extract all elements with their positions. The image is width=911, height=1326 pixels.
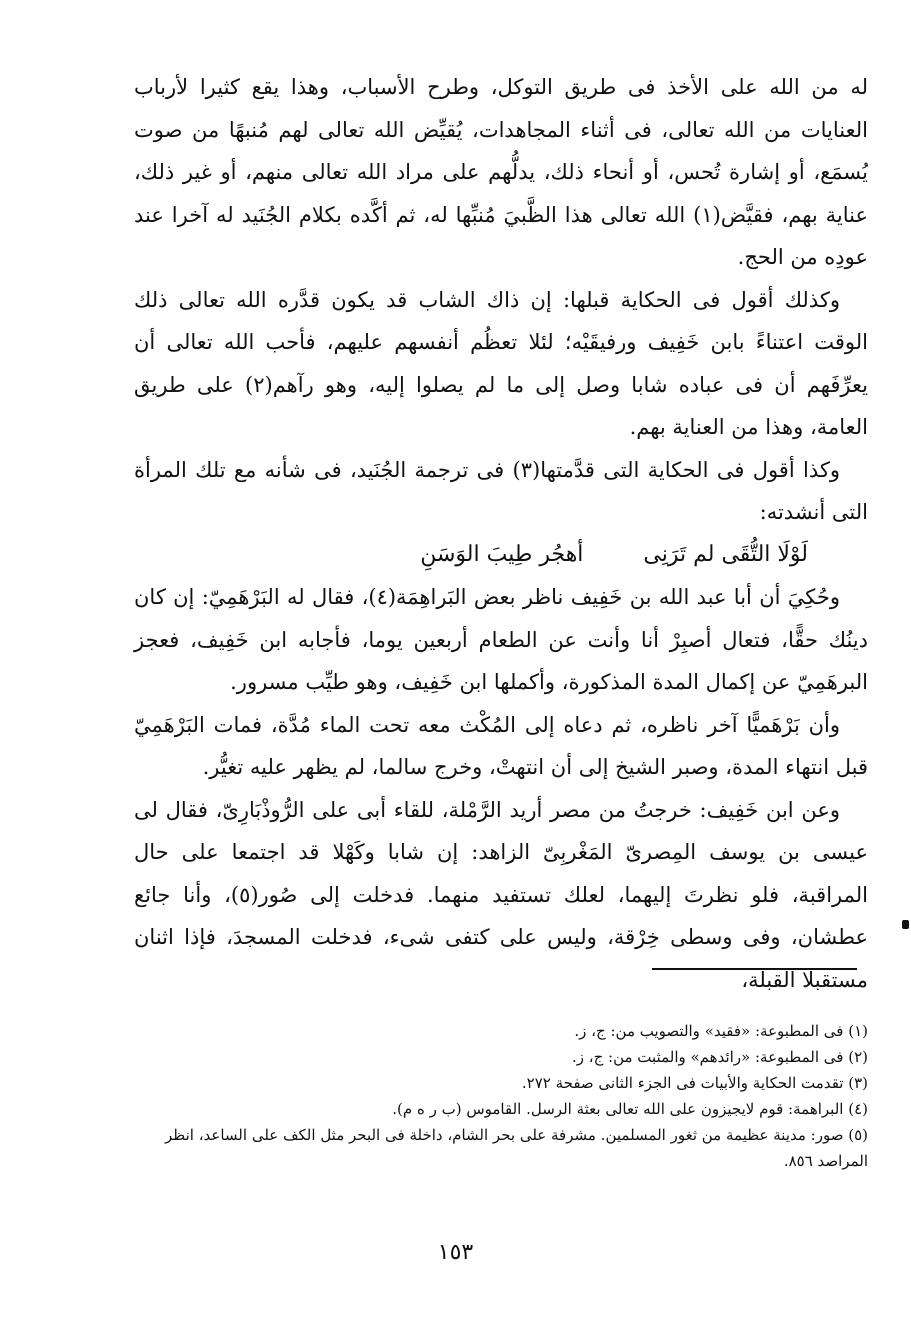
paragraph-3: وكذا أقول فى الحكاية التى قدَّمتها(٣) فى ترجمة الجُنَيد، فى شأنه مع تلك المرأة التى أنشدته:	[134, 457, 868, 524]
paragraph-6: وعن ابن خَفِيف: خرجتُ من مصر أريد الرَّمْلة، للقاء أبى على الرُّوذْبَارِىّ، فقال لى عيسى بن يوسف المِصرىّ المَغْربِىّ الزاهد: إن شابا وكَهْلا قد اجتمعا على حال المراقبة، فلو نظرتَ إليهما، لعلك تستفيد منهما. فدخلت إلى صُور(٥)، وأنا جائع عطشان، وفى وسطى خِرْقة، وليس على كتفى شىء، فدخلت المسجدَ، فإذا اثنان مستقبلا القبلة،	[134, 797, 868, 992]
footnote-separator	[652, 968, 857, 970]
verse-second-hemistich: أهجُر طِيبَ الوَسَنِ	[420, 541, 584, 567]
margin-mark	[902, 920, 909, 929]
footnote-3: (٣) تقدمت الحكاية والأبيات فى الجزء الثانى صفحة ٢٧٢.	[521, 1074, 868, 1092]
page-number: ١٥٣	[437, 1240, 474, 1265]
paragraph-4: وحُكِيَ أن أبا عبد الله بن خَفِيف ناظر بعض البَراهِمَة(٤)، فقال له البَرْهَمِيّ: إن كان دينُك حقًّا، فتعال أصبِرْ أنا وأنت عن الطعام أربعين يوما، فأجابه ابن خَفِيف، فعجز البرهَمِيّ عن إكمال المدة المذكورة، وأكملها ابن خَفِيف، وهو طيِّب مسرور.	[134, 585, 868, 694]
paragraph-5: وأن بَرْهَميًّا آخر ناظره، ثم دعاه إلى المُكْث معه تحت الماء مُدَّة، فمات البَرْهَمِيّ قبل انتهاء المدة، وصبر الشيخ إلى أن انتهتْ، وخرج سالما، لم يظهر عليه تغيُّر.	[134, 712, 868, 779]
footnote-1: (١) فى المطبوعة: «فقيد» والتصويب من: ج، ز.	[574, 1022, 868, 1040]
poetry-verse	[134, 534, 868, 577]
footnote-5: (٥) صور: مدينة عظيمة من ثغور المسلمين. مشرفة على بحر الشام، داخلة فى البحر مثل الكف على الساعد، انظر المراصد ٨٥٦.	[165, 1126, 868, 1170]
verse-first-hemistich: لَوْلَا التُّقَى لم تَرَنِى	[643, 541, 808, 567]
paragraph-2: وكذلك أقول فى الحكاية قبلها: إن ذاك الشاب قد يكون قدَّره الله تعالى ذلك الوقت اعتناءً بابن خَفِيف ورفيقَيْه؛ لئلا تعظُم أنفسهم عليهم، فأحب الله تعالى أن يعرِّفَهم أن فى عباده شابا وصل إلى ما لم يصلوا إليه، وهو رآهم(٢) على طريق العامة، وهذا من العناية بهم.	[134, 287, 868, 439]
footnotes	[134, 1018, 868, 1174]
footnote-2: (٢) فى المطبوعة: «رائدهم» والمثبت من: ج، ز.	[571, 1048, 868, 1066]
paragraph-1: له من الله على الأخذ فى طريق التوكل، وطرح الأسباب، وهذا يقع كثيرا لأرباب العنايات من الله تعالى، فى أثناء المجاهدات، يُقيِّض الله تعالى لهم مُنبهًا من صوت يُسمَع، أو إشارة تُحس، أو أنحاء ذلك، يدلُّهم على مراد الله تعالى منهم، أو غير ذلك، عناية بهم، فقيَّض(١) الله تعالى هذا الظَّبيَ مُنبِّها له، ثم أكَّده بكلام الجُنَيد له آخرا عند عودِه من الحج.	[134, 75, 868, 269]
main-text	[134, 66, 868, 1001]
footnote-4: (٤) البراهمة: قوم لايجيزون على الله تعالى بعثة الرسل. القاموس (ب ر ه م).	[392, 1100, 868, 1118]
